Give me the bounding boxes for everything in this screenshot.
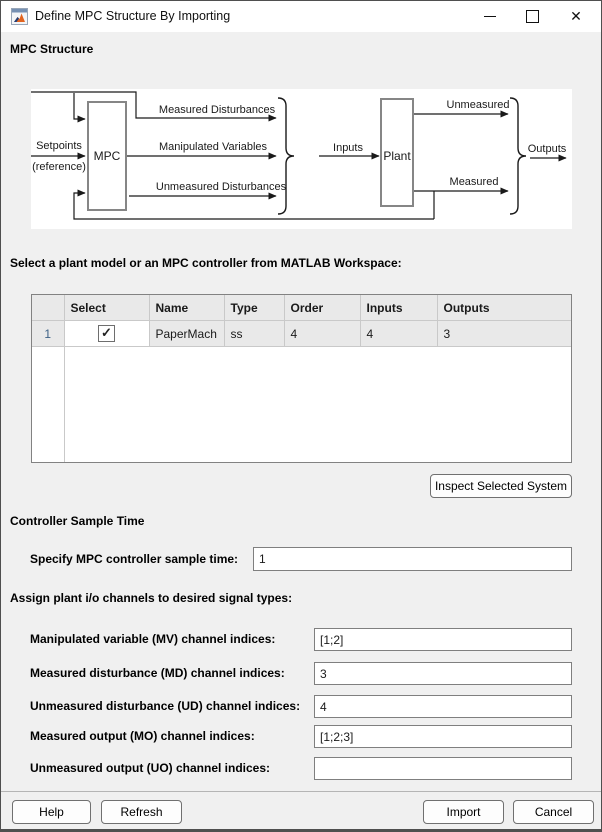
md-channel-input[interactable]: [314, 662, 572, 685]
col-type: Type: [224, 295, 284, 321]
mpc-structure-diagram: [31, 89, 572, 229]
measured-disturbances-label: Measured Disturbances: [158, 104, 276, 116]
title-bar[interactable]: [1, 1, 601, 32]
col-select: Select: [64, 295, 149, 321]
mo-channel-input[interactable]: [314, 725, 572, 748]
mv-channel-input[interactable]: [314, 628, 572, 651]
setpoints-label-2: (reference): [32, 161, 86, 173]
inputs-brace: [278, 98, 294, 214]
matlab-icon: [11, 8, 28, 25]
row-header-separator: [64, 295, 65, 462]
mo-channel-label: Measured output (MO) channel indices:: [30, 729, 255, 743]
inspect-selected-system-button[interactable]: Inspect Selected System: [430, 474, 572, 498]
unmeasured-label: Unmeasured: [446, 99, 510, 111]
minimize-button[interactable]: [477, 4, 503, 29]
controller-sample-time-heading: Controller Sample Time: [10, 514, 145, 528]
outputs-label: Outputs: [527, 143, 567, 155]
assign-channels-heading: Assign plant i/o channels to desired signal types:: [10, 591, 293, 605]
col-name: Name: [149, 295, 224, 321]
maximize-icon: [526, 10, 539, 23]
refresh-button[interactable]: Refresh: [101, 800, 182, 824]
col-outputs: Outputs: [437, 295, 571, 321]
help-button[interactable]: Help: [12, 800, 91, 824]
inputs-cell[interactable]: 4: [360, 321, 437, 347]
col-inputs: Inputs: [360, 295, 437, 321]
order-cell[interactable]: 4: [284, 321, 360, 347]
minimize-icon: [484, 16, 496, 17]
plant-block-label: Plant: [383, 149, 411, 163]
cancel-button[interactable]: Cancel: [513, 800, 594, 824]
uo-channel-label: Unmeasured output (UO) channel indices:: [30, 761, 271, 775]
sample-time-input[interactable]: [253, 547, 572, 571]
table-header-row: [32, 295, 571, 321]
footer-divider: [1, 791, 601, 792]
measured-label: Measured: [449, 176, 499, 188]
window-title: Define MPC Structure By Importing: [35, 9, 231, 23]
col-rownum: [32, 295, 64, 321]
unmeasured-disturbances-label: Unmeasured Disturbances: [155, 181, 287, 193]
import-button[interactable]: Import: [423, 800, 504, 824]
inputs-label: Inputs: [333, 142, 363, 154]
type-cell[interactable]: ss: [224, 321, 284, 347]
mpc-top-input-line: [74, 93, 85, 119]
mv-channel-label: Manipulated variable (MV) channel indices:: [30, 632, 276, 646]
ud-channel-input[interactable]: [314, 695, 572, 718]
close-button[interactable]: [563, 4, 589, 29]
mpc-diagram-svg: [31, 89, 572, 229]
uo-channel-input[interactable]: [314, 757, 572, 780]
workspace-table[interactable]: [31, 294, 572, 463]
col-order: Order: [284, 295, 360, 321]
select-cell[interactable]: [64, 321, 149, 347]
select-model-heading: Select a plant model or an MPC controller from MATLAB Workspace:: [10, 256, 402, 270]
row-number: 1: [32, 321, 64, 347]
outputs-brace: [510, 98, 526, 214]
table-row[interactable]: [32, 321, 571, 347]
mpc-block-label: MPC: [93, 149, 121, 163]
close-icon: ✕: [570, 8, 582, 24]
outputs-cell[interactable]: 3: [437, 321, 571, 347]
md-channel-label: Measured disturbance (MD) channel indices:: [30, 666, 285, 680]
ud-channel-label: Unmeasured disturbance (UD) channel indices:: [30, 699, 301, 713]
select-checkbox[interactable]: ✓: [98, 325, 115, 342]
mpc-structure-heading: MPC Structure: [10, 42, 94, 56]
sample-time-label: Specify MPC controller sample time:: [30, 552, 239, 566]
setpoints-label-1: Setpoints: [36, 140, 82, 152]
name-cell[interactable]: PaperMach: [149, 321, 224, 347]
maximize-button[interactable]: [519, 4, 545, 29]
manipulated-variables-label: Manipulated Variables: [158, 141, 268, 153]
